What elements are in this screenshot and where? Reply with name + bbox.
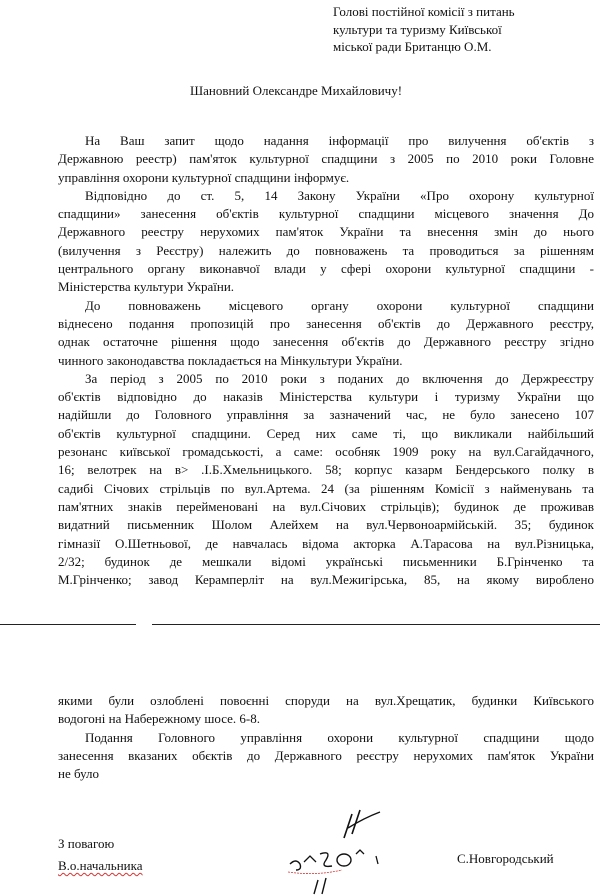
- paragraph-line: не було: [58, 766, 100, 782]
- paragraph-line: 2/32; будинок де мешкали відомі українські письменники Б.Грінченко та: [58, 553, 594, 569]
- paragraph-line: До повноважень місцевого органу охорони культурної спадщини: [85, 297, 594, 313]
- paragraph-line: надійшли до Головного управління за зазначений час, не було занесено 107: [58, 407, 594, 423]
- closing-block: [58, 833, 143, 877]
- page-break-rule-right: [152, 624, 600, 625]
- addressee-line: культури та туризму Київської: [333, 21, 502, 37]
- addressee-line: міської ради Британцю О.М.: [333, 39, 492, 54]
- letter-body-page1: [58, 132, 594, 589]
- addressee-line: Голові постійної комісії з питань: [333, 4, 515, 19]
- paragraph-line: спадщини» занесення об'єктів культурної спадщини місцевого значення До: [58, 206, 594, 222]
- paragraph-line: занесення вказаних обєктів до Державного реєстру нерухомих пам'яток України: [58, 747, 594, 763]
- handwritten-signature: [286, 804, 406, 896]
- letter-body-page2: [58, 692, 594, 783]
- paragraph-line: чинного законодавства покладається на Мінкультури України.: [58, 352, 403, 368]
- paragraph-line: Державного реестру нерухомих пам'яток України та внесення змін до нього: [58, 224, 594, 240]
- paragraph-line: видатний письменник Шолом Алейхем на вул.Червоноармійській. 35; будинок: [58, 517, 594, 533]
- closing-position: В.о.начальника: [58, 858, 143, 873]
- paragraph-line: гімназії О.Шетньової, де навчалась відома акторка А.Тарасова на вул.Різницька,: [58, 535, 594, 551]
- paragraph-line: якими були озлоблені повоєнні споруди на вул.Хрещатик, будинки Київського: [58, 693, 594, 708]
- paragraph-line: На Ваш запит щодо надання інформації про вилучення об'єктів з: [85, 133, 594, 148]
- paragraph-line: (вилучення з Реєстру) належить до повноважень та проводиться за рішенням: [58, 242, 594, 258]
- paragraph-line: Подання Головного управління охорони культурної спадщини щодо: [85, 729, 594, 745]
- paragraph-line: Державною реестр) пам'яток культурної спадщини з 2005 по 2010 роки Головне: [58, 151, 594, 167]
- paragraph-line: пам'ятних знаків перейменовані на вул.Січових стрільців); будинок де проживав: [58, 498, 594, 514]
- paragraph-line: однак остаточне рішення щодо занесення об'єктів до Державного реєстру згідно: [58, 334, 594, 350]
- paragraph-line: об'єктів відповідно до наказів Міністерства культури і туризму України що: [58, 389, 594, 405]
- page-break-rule-left: [0, 624, 136, 625]
- paragraph-line: садибі Січових стрільців по вул.Артема. 24 (за рішенням Комісії з найменувань та: [58, 480, 594, 496]
- paragraph-line: управління охорони культурної спадщини інформує.: [58, 169, 350, 185]
- paragraph-line: віднесено подання пропозицій про занесення об'єктів до Державного реєстру,: [58, 315, 594, 331]
- closing-regards: З повагою: [58, 836, 115, 851]
- paragraph-line: центрального органу виконавчої влади у сфері охорони культурної спадщини -: [58, 261, 594, 277]
- paragraph-line: об'єктів культурної спадщини. Серед них саме ті, що викликали найбільший: [58, 425, 594, 441]
- paragraph-line: М.Грінченко; завод Керамперліт на вул.Межигірська, 85, на якому вироблено: [58, 572, 594, 588]
- paragraph-line: Відповідно до ст. 5, 14 Закону України «Про охорону культурної: [85, 187, 594, 203]
- paragraph-line: Міністерства культури України.: [58, 279, 235, 295]
- signer-name: С.Новгородський: [457, 851, 554, 866]
- paragraph-line: водогоні на Набережному шосе. 6-8.: [58, 711, 261, 727]
- paragraph-line: За період з 2005 по 2010 роки з поданих до включення до Держреєстру: [85, 370, 594, 386]
- paragraph-line: 16; велотрек на в> .І.Б.Хмельницького. 58; корпус казарм Бендерського полку в: [58, 462, 594, 478]
- paragraph-line: резонанс київської громадськості, а саме: особняк 1909 року на вул.Сагайдачного,: [58, 444, 594, 460]
- salutation: Шановний Олександре Михайловичу!: [190, 83, 403, 98]
- addressee-block: [333, 3, 598, 56]
